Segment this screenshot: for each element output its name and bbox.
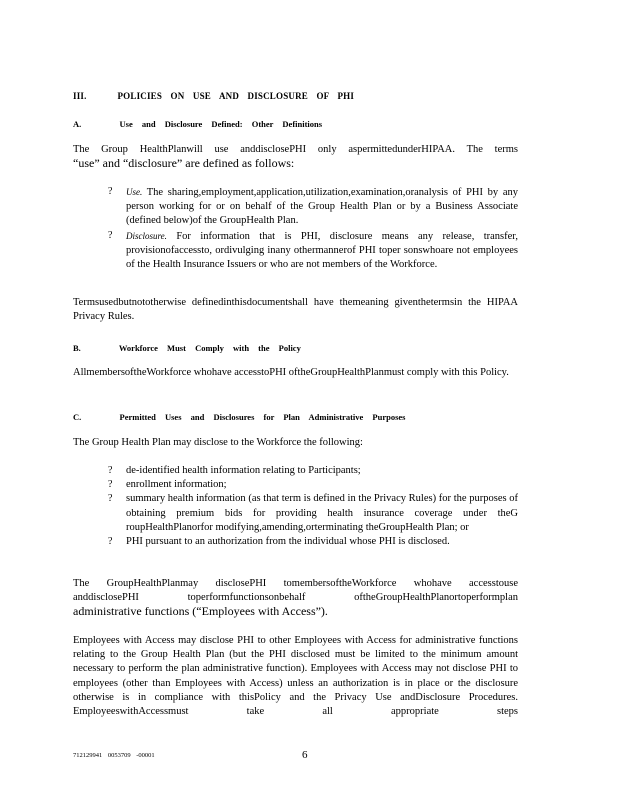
- list-item: [108, 535, 518, 549]
- subsection-a-heading: [73, 117, 518, 131]
- list-item-text: PHI pursuant to an authorization from the individual whose PHI is disclosed.: [126, 536, 450, 548]
- list-item: [108, 492, 518, 535]
- subsection-c-title: Permitted Uses and Disclosures for Plan Administrative Purposes: [119, 412, 406, 422]
- definition-term: Disclosure.: [126, 230, 167, 241]
- list-item-text: enrollment information;: [126, 479, 227, 491]
- section-number: III.: [73, 91, 87, 101]
- subsection-b-label: B.: [73, 343, 81, 353]
- section-c-para1-line3: administrative functions (“Employees with Access”).: [73, 604, 328, 618]
- definition-text: For information that is PHI, disclosure means any release, transfer, provisionofaccessto, ordivulging inany othermannerof PHI toper sonswhoare not employees of the Health Insurance Issuers or who are not members of the Workforce.: [126, 230, 518, 271]
- definition-use: [108, 185, 518, 229]
- subsection-c-label: C.: [73, 412, 82, 422]
- list-item: [108, 478, 518, 492]
- section-title: POLICIES ON USE AND DISCLOSURE OF PHI: [117, 91, 355, 101]
- list-item-text: summary health information (as that term is defined in the Privacy Rules) for the purposes of obtaining premium bids for providing health insurance coverage under theG roupHealthPlanorfor modifying,amending,orterminating theGroupHealth Plan; or: [126, 493, 518, 533]
- bullet-marker: ?: [108, 493, 113, 505]
- page-number: 6: [302, 749, 308, 761]
- section-c-para2: Employees with Access may disclose PHI to other Employees with Access for administrative functions relating to the Group Health Plan (but the PHI disclosed must be limited to the minimum amount necessary to perform the plan administrative function). Employees with Access may not disclose PHI to employees (other than Employees with Access) unless an authorization is in place or the disclosure otherwise is in compliance with thisPolicy and the Privacy Use andDisclosure Procedures. EmployeeswithAccessmust take all appropriate steps: [73, 635, 518, 718]
- list-item: [108, 464, 518, 478]
- section-c-para1-line2: anddisclosePHI toperformfunctionsonbehalf oftheGroupHealthPlanortoperformplan: [73, 592, 518, 603]
- section-b-text: AllmembersoftheWorkforce whohave accesstoPHI oftheGroupHealthPlanmust comply with this Policy.: [73, 367, 509, 378]
- bullet-marker: ?: [108, 186, 113, 197]
- section-c-intro: The Group Health Plan may disclose to the Workforce the following:: [73, 437, 363, 448]
- bullet-marker: ?: [108, 536, 113, 548]
- document-id: 712129941 0053709 -00001: [73, 752, 155, 759]
- section-a-intro-line2: “use” and “disclosure” are defined as follows:: [73, 156, 295, 170]
- subsection-c-heading: [73, 410, 518, 424]
- subsection-a-label: A.: [73, 119, 82, 129]
- subsection-a-title: Use and Disclosure Defined: Other Definitions: [119, 119, 323, 129]
- definition-term: Use.: [126, 187, 143, 197]
- subsection-b-title: Workforce Must Comply with the Policy: [118, 343, 301, 353]
- definition-disclosure: [108, 229, 518, 273]
- list-item-text: de-identified health information relating to Participants;: [126, 465, 361, 476]
- bullet-marker: ?: [108, 479, 113, 491]
- section-c-para1-line1: The GroupHealthPlanmay disclosePHI tomembersoftheWorkforce whohave accesstouse: [73, 578, 518, 589]
- definitions-list: [108, 185, 518, 272]
- section-a-intro-line1: The Group HealthPlanwill use anddisclosePHI only aspermittedunderHIPAA. The terms: [73, 144, 518, 155]
- section-a-closing: Termsusedbutnototherwise definedinthisdocumentshall have themeaning giventhetermsin the HIPAA Privacy Rules.: [73, 297, 518, 323]
- subsection-b-heading: [73, 341, 518, 355]
- permitted-disclosures-list: [108, 464, 518, 549]
- definition-text: The sharing,employment,application,utilization,examination,oranalysis of PHI by any person working for or on behalf of the Group Health Plan or by a Business Associate (defined below)of the GroupHealth Plan.: [126, 187, 518, 227]
- section-heading: [73, 89, 518, 103]
- bullet-marker: ?: [108, 229, 113, 241]
- bullet-marker: ?: [108, 465, 113, 476]
